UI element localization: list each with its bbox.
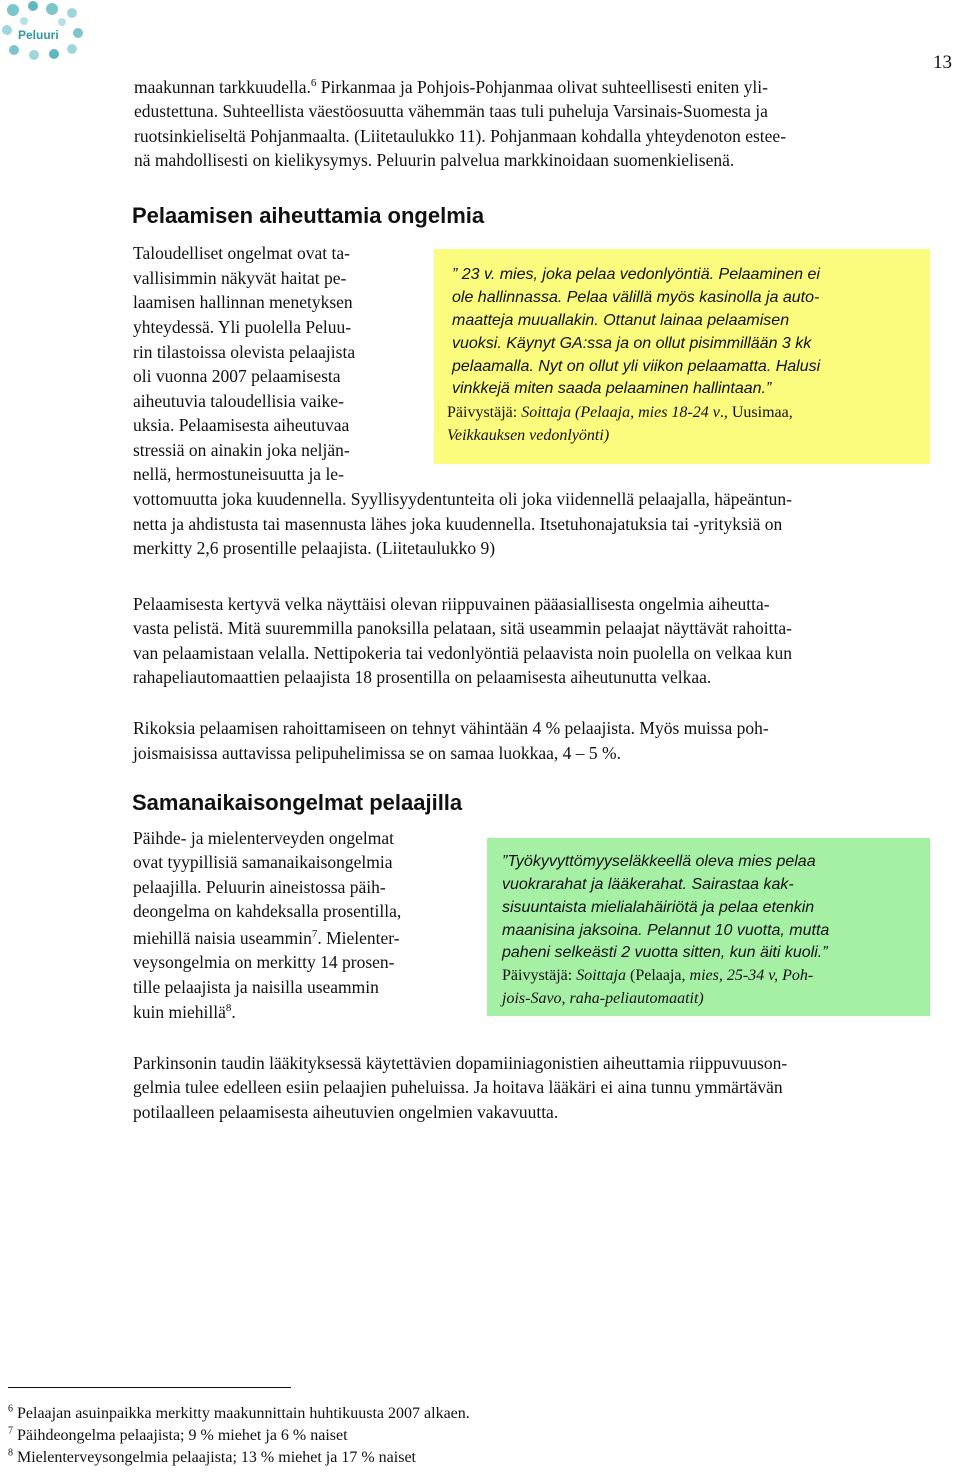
text-line: tille pelaajista ja naisilla useammin [133, 977, 379, 997]
text-line: nellä, hermostuneisuutta ja le- [133, 464, 344, 484]
text-line: Pelaamisesta kertyvä velka näyttäisi olevan riippuvainen pääasiallisesta ongelmia aiheutta- [133, 594, 770, 614]
text-line: stressiä on ainakin joka neljän- [133, 440, 350, 460]
quote-line: sisuuntaista mielialahäiriötä ja pelaa etenkin [502, 899, 815, 916]
quote-line: ” 23 v. mies, joka pelaa vedonlyöntiä. Pelaaminen ei [452, 266, 820, 283]
intro-line: nä mahdollisesti on kielikysymys. Peluurin palvelua markkinoidaan suomenkielisenä. [134, 150, 735, 170]
text-line: Päihde- ja mielenterveyden ongelmat [133, 828, 394, 848]
quote-line: vinkkejä miten saada pelaaminen hallintaan.” [452, 380, 772, 397]
text-line: uksia. Pelaamisesta aiheutuvaa [133, 415, 350, 435]
intro-line: edustettuna. Suhteellista väestöosuutta vähemmän taas tuli puheluja Varsinais-Suomesta ja [134, 101, 768, 121]
text-line: laamisen hallinnan menetyksen [133, 292, 353, 312]
footnote-ref: 6 [310, 77, 317, 90]
text-line: vasta pelistä. Mitä suuremmilla panoksilla pelataan, sitä useammin pelaajat näyttävät rahoitta- [133, 618, 792, 638]
quote-line: ”Työkyvyttömyyseläkkeellä oleva mies pelaa [502, 853, 816, 870]
page-number: 13 [933, 52, 952, 73]
text-line: yhteydessä. Yli puolella Peluu- [133, 317, 352, 337]
text-line: aiheutuvia taloudellisia vaike- [133, 391, 344, 411]
text-line: Parkinsonin taudin lääkityksessä käytettävien dopamiiniagonistien aiheuttamia riippuvuuson- [133, 1053, 788, 1073]
logo-text: Peluuri [18, 28, 59, 42]
footnote-divider [8, 1387, 291, 1388]
quote-line: maatteja muuallakin. Ottanut lainaa pelaamisen [452, 312, 790, 329]
quote-line: maanisina jaksoina. Pelannut 10 vuotta, mutta [502, 922, 830, 939]
text-line: joismaisissa auttavissa pelipuhelimissa se on samaa luokkaa, 4 – 5 %. [133, 743, 621, 763]
footnote: $^6$ Pelaajan asuinpaikka merkitty maakunnittain huhtikuusta 2007 alkaen. [8, 1403, 470, 1422]
text-line: veysongelmia on merkitty 14 prosen- [133, 952, 395, 972]
section-heading: Pelaamisen aiheuttamia ongelmia [132, 203, 485, 228]
text-line: Rikoksia pelaamisen rahoittamiseen on tehnyt vähintään 4 % pelaajista. Myös muissa poh- [133, 718, 769, 738]
quote-source: Päivystäjä: Soittaja (Pelaaja, mies 18-24 v., Uusimaa, [447, 404, 793, 421]
peluuri-logo [0, 0, 92, 62]
footnote-ref: 8 [225, 1002, 232, 1015]
text-line: pelaajilla. Peluurin aineistossa päih- [133, 877, 386, 897]
intro-line: maakunnan tarkkuudella.$^6$ Pirkanmaa ja Pohjois-Pohjanmaa olivat suhteellisesti eniten yli- [134, 77, 768, 97]
footnote-ref: 7 [311, 928, 318, 941]
text-line: gelmia tulee edelleen esiin pelaajien puheluissa. Ja hoitava lääkäri ei aina tunnu ymmärtävän [133, 1077, 783, 1097]
text-line: kuin miehillä$^8$. [133, 1002, 236, 1022]
text-line: oli vuonna 2007 pelaamisesta [133, 366, 341, 386]
quote-source: Veikkauksen vedonlyönti) [447, 427, 610, 444]
quote-line: ole hallinnassa. Pelaa välillä myös kasinolla ja auto- [452, 289, 820, 306]
footnote: $^7$ Päihdeongelma pelaajista; 9 % miehet ja 6 % naiset [8, 1425, 348, 1444]
section-heading: Samanaikaisongelmat pelaajilla [132, 790, 463, 815]
quote-line: vuoksi. Käynyt GA:ssa ja on ollut pisimmillään 3 kk [452, 335, 812, 352]
text-line: miehillä naisia useammin$^7$. Mielenter- [133, 928, 400, 948]
text-line: Taloudelliset ongelmat ovat ta- [133, 243, 350, 263]
text-line: netta ja ahdistusta tai masennusta lähes joka kuudennella. Itsetuhonajatuksia tai -yrityksiä on [133, 514, 783, 534]
text-line: rin tilastoissa olevista pelaajista [133, 342, 356, 362]
text-line: van pelaamistaan velalla. Nettipokeria tai vedonlyöntiä pelaavista noin puolella on velkaa kun [133, 643, 792, 663]
text-line: vottomuutta joka kuudennella. Syyllisyydentunteita oli joka viidennellä pelaajalla, häpeäntun- [133, 489, 792, 509]
text-line: ovat tyypillisiä samanaikaisongelmia [133, 852, 393, 872]
text-line: vallisimmin näkyvät haitat pe- [133, 268, 347, 288]
text-line: merkitty 2,6 prosentille pelaajista. (Liitetaulukko 9) [133, 538, 496, 558]
quote-line: pelaamalla. Nyt on ollut yli viikon pelaamatta. Halusi [452, 358, 821, 375]
quote-line: paheni selkeästi 2 vuotta sitten, kun äiti kuoli.” [502, 944, 828, 961]
quote-source: jois-Savo, raha-peliautomaatit) [502, 990, 704, 1007]
intro-line: ruotsinkieliseltä Pohjanmaalta. (Liitetaulukko 11). Pohjanmaan kohdalla yhteydenoton estee- [134, 126, 787, 146]
text-line: potilaalleen pelaamisesta aiheutuvien ongelmien vakavuutta. [133, 1102, 559, 1122]
text-line: rahapeliautomaattien pelaajista 18 prosentilla on pelaamisesta aiheutunutta velkaa. [133, 667, 712, 687]
footnote: $^8$ Mielenterveysongelmia pelaajista; 13 % miehet ja 17 % naiset [8, 1447, 416, 1466]
quote-source: Päivystäjä: Soittaja (Pelaaja, mies, 25-34 v, Poh- [502, 967, 814, 984]
quote-line: vuokrarahat ja lääkerahat. Sairastaa kak- [502, 876, 794, 893]
text-line: deongelma on kahdeksalla prosentilla, [133, 901, 402, 921]
